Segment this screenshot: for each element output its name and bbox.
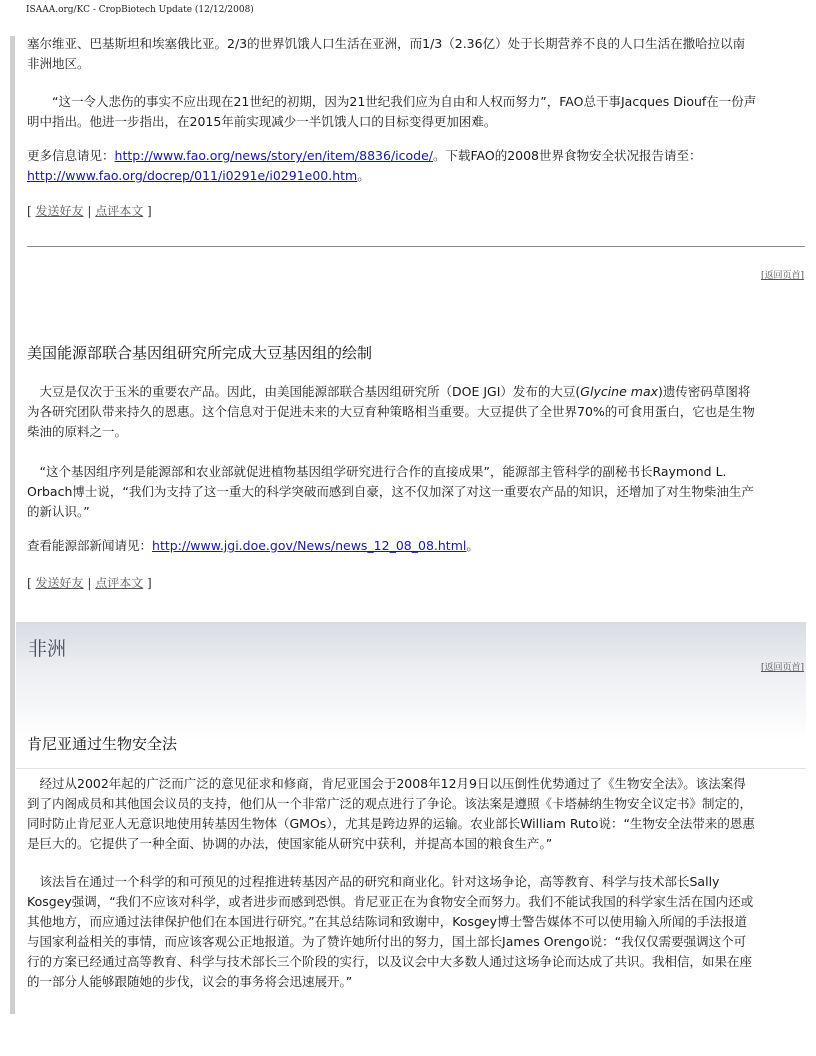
back-to-top[interactable] (761, 268, 804, 281)
divider (16, 768, 806, 769)
text: 大豆是仅次于玉米的重要农产品。因此，由美国能源部联合基因组研究所（DOE JGI）发布的大豆( (39, 384, 581, 399)
back-to-top-link[interactable]: [返回页首] (760, 663, 804, 673)
back-to-top-link[interactable]: [返回页首] (760, 271, 804, 281)
more-info-suffix: 。 (357, 168, 370, 183)
divider (27, 246, 805, 247)
more-info-prefix: 查看能源部新闻请见： (27, 538, 153, 553)
region-label: 非洲 (28, 638, 67, 660)
article-title: 肯尼亚通过生物安全法 (27, 735, 178, 753)
paragraph: “这个基因组序列是能源部和农业部就促进植物基因组学研究进行合作的直接成果”，能源部主管科学的副秘书长Raymond L. Orbach博士说，“我们为支持了这一重大的科学突破而感到自豪，这不仅加深了对这一重要农产品的知识，还增加了对生物柴油生产的新认识。” (27, 464, 754, 519)
left-border (10, 36, 15, 1014)
jgi-news-link[interactable]: http://www.jgi.doe.gov/News/news_12_08_08.html (152, 538, 467, 553)
more-info-suffix: 。 (466, 538, 479, 553)
paragraph: “这一令人悲伤的事实不应出现在21世纪的初期，因为21世纪我们应为自由和人权而努力”，FAO总干事Jacques Diouf在一份声明中指出。他进一步指出，在2015年前实现减少一半饥饿人口的目标变得更加困难。 (27, 94, 757, 129)
comment-link[interactable]: 点评本文 (95, 204, 144, 218)
paragraph: 该法旨在通过一个科学的和可预见的过程推进转基因产品的研究和商业化。针对这场争论，高等教育、科学与技术部长Sally Kosgey强调，“我们不应该对科学，或者进步而感到恐惧。肯尼亚正在为食物安全而努力。我们不能试我国的科学家生活在国内还或其他地方，而应通过法律保护他们在本国进行研究。”在其总结陈词和致谢中，Kosgey博士警告媒体不可以使用输入所闻的手法报道与国家利益相关的事情，而应该客观公正地报道。为了赞许她所付出的努力，国土部长James Orengo说：“我仅仅需要强调这个可行的方案已经通过高等教育、科学与技术部长三个阶段的实行，以及议会中大多数人通过这场争论而达成了共识。我相信，如果在座的一部分人能够跟随她的步伐，议会的事务将会迅速展开。” (27, 874, 754, 989)
paragraph: 塞尔维亚、巴基斯坦和埃塞俄比亚。2/3的世界饥饿人口生活在亚洲，而1/3（2.36亿）处于长期营养不良的人口生活在撒哈拉以南非洲地区。 (27, 36, 746, 71)
comment-link[interactable]: 点评本文 (95, 576, 144, 590)
paragraph (27, 382, 757, 442)
send-to-friend-link[interactable]: 发送好友 (35, 204, 84, 218)
region-header (16, 622, 806, 740)
fao-report-link[interactable]: http://www.fao.org/docrep/011/i0291e/i0291e00.htm (27, 168, 358, 183)
more-info-paragraph (27, 146, 757, 186)
back-to-top[interactable] (761, 660, 804, 673)
page-header: ISAAA.org/KC - CropBiotech Update (12/12/2008) (26, 5, 254, 15)
article-title: 美国能源部联合基因组研究所完成大豆基因组的绘制 (27, 344, 373, 362)
more-info-paragraph (27, 536, 757, 556)
article-actions: [ 发送好友 | 点评本文 ] (27, 204, 152, 218)
italic-text: Glycine max (580, 384, 659, 399)
fao-news-link[interactable]: http://www.fao.org/news/story/en/item/8836/icode/ (114, 148, 433, 163)
more-info-mid: 。下载FAO的2008世界食物安全状况报告请至： (432, 148, 702, 163)
more-info-prefix: 更多信息请见： (27, 148, 115, 163)
paragraph: 经过从2002年起的广泛而广泛的意见征求和修商，肯尼亚国会于2008年12月9日以压倒性优势通过了《生物安全法》。该法案得到了内阁成员和其他国会议员的支持，他们从一个非常广泛的观点进行了争论。该法案是遵照《卡塔赫纳生物安全议定书》制定的，同时防止肯尼亚人无意识地使用转基因生物体（GMOs），尤其是跨边界的运输。农业部长William Ruto说：“生物安全法带来的恩惠是巨大的。它提供了一种全面、协调的办法，使国家能从研究中获利，并提高本国的粮食生产。” (27, 776, 755, 851)
article-actions: [ 发送好友 | 点评本文 ] (27, 576, 152, 590)
text: )遗传密码草图将为各研究团队带来持久的恩惠。这个信息对于促进未来的大豆育种策略相当重要。大豆提供了全世界70%的可食用蛋白，它也是生物柴油的原料之一。 (27, 384, 755, 439)
send-to-friend-link[interactable]: 发送好友 (35, 576, 84, 590)
